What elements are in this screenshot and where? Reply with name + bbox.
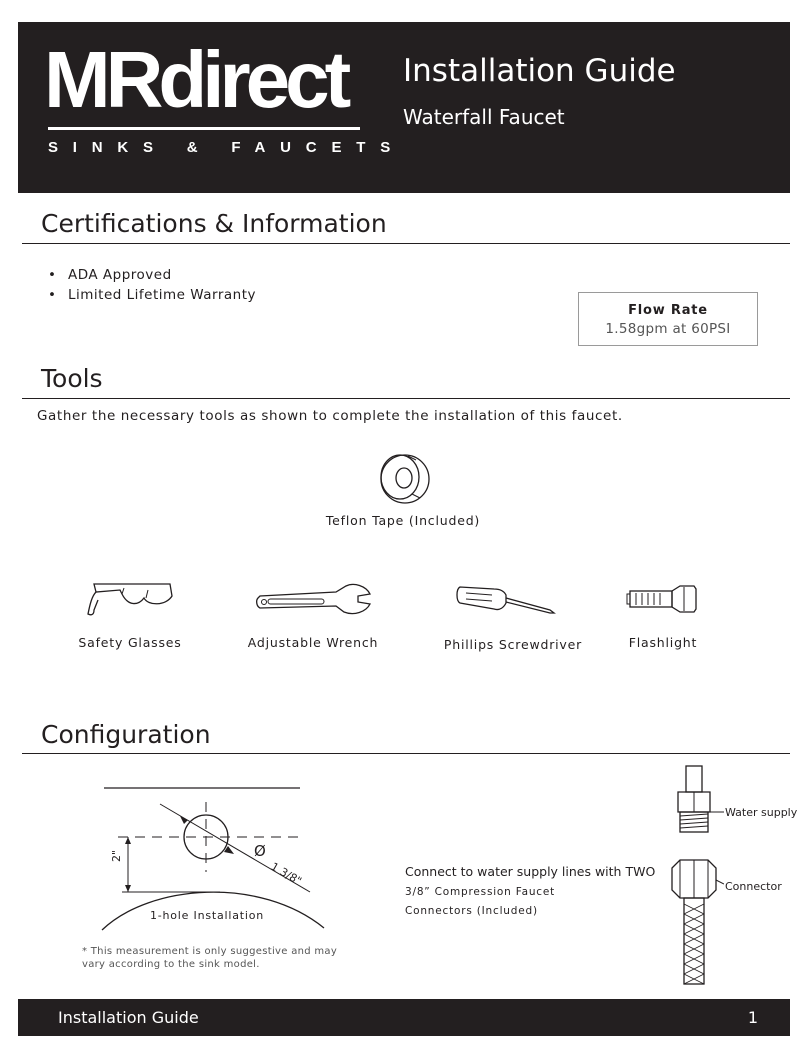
diameter-symbol: Ø xyxy=(254,842,266,860)
connector-detail: 3/8” Compression Faucet Connectors (Included) xyxy=(405,886,556,917)
flashlight-icon xyxy=(626,583,700,615)
certifications-list xyxy=(48,265,256,305)
flow-rate-box xyxy=(578,292,758,346)
connector-icon xyxy=(664,856,724,986)
section-divider xyxy=(22,398,790,399)
diameter-dimension: 1 3/8" xyxy=(268,860,304,888)
diagram-caption: 1-hole Installation xyxy=(149,909,265,922)
flow-rate-value: 1.58gpm at 60PSI xyxy=(605,321,731,337)
configuration-heading: Configuration xyxy=(41,720,211,749)
measurement-note: * This measurement is only suggestive and may vary according to the sink model. xyxy=(82,946,338,970)
section-divider xyxy=(22,243,790,244)
flashlight-label: Flashlight xyxy=(628,635,698,650)
page-title: Installation Guide xyxy=(403,53,676,89)
height-dimension: 2" xyxy=(110,849,123,862)
brand-tagline: SINKS & FAUCETS xyxy=(48,139,406,156)
wrench-icon xyxy=(254,582,376,622)
footer-bar xyxy=(18,999,790,1036)
teflon-tape-label: Teflon Tape (Included) xyxy=(325,513,481,528)
tools-intro: Gather the necessary tools as shown to complete the installation of this faucet. xyxy=(37,408,623,424)
page-number: 1 xyxy=(747,1008,758,1027)
footer-title: Installation Guide xyxy=(58,1008,199,1027)
brand-logo: MRdirect xyxy=(44,35,347,124)
safety-glasses-label: Safety Glasses xyxy=(78,635,182,650)
teflon-tape-icon xyxy=(376,450,434,508)
list-item: • Limited Lifetime Warranty xyxy=(48,285,256,305)
flow-rate-label: Flow Rate xyxy=(628,303,708,318)
screwdriver-label: Phillips Screwdriver xyxy=(443,637,583,652)
wrench-label: Adjustable Wrench xyxy=(247,635,379,650)
safety-glasses-icon xyxy=(86,580,176,620)
logo-divider xyxy=(48,127,360,130)
certifications-heading: Certifications & Information xyxy=(41,209,387,238)
product-name: Waterfall Faucet xyxy=(403,105,565,129)
section-divider xyxy=(22,753,790,754)
tools-heading: Tools xyxy=(41,364,103,393)
list-item: • ADA Approved xyxy=(48,265,256,285)
connect-instruction: Connect to water supply lines with TWO xyxy=(405,864,656,879)
connector-label: Connector xyxy=(725,880,782,893)
screwdriver-icon xyxy=(454,583,560,619)
water-supply-icon xyxy=(664,764,724,836)
water-supply-label: Water supply xyxy=(725,806,798,819)
